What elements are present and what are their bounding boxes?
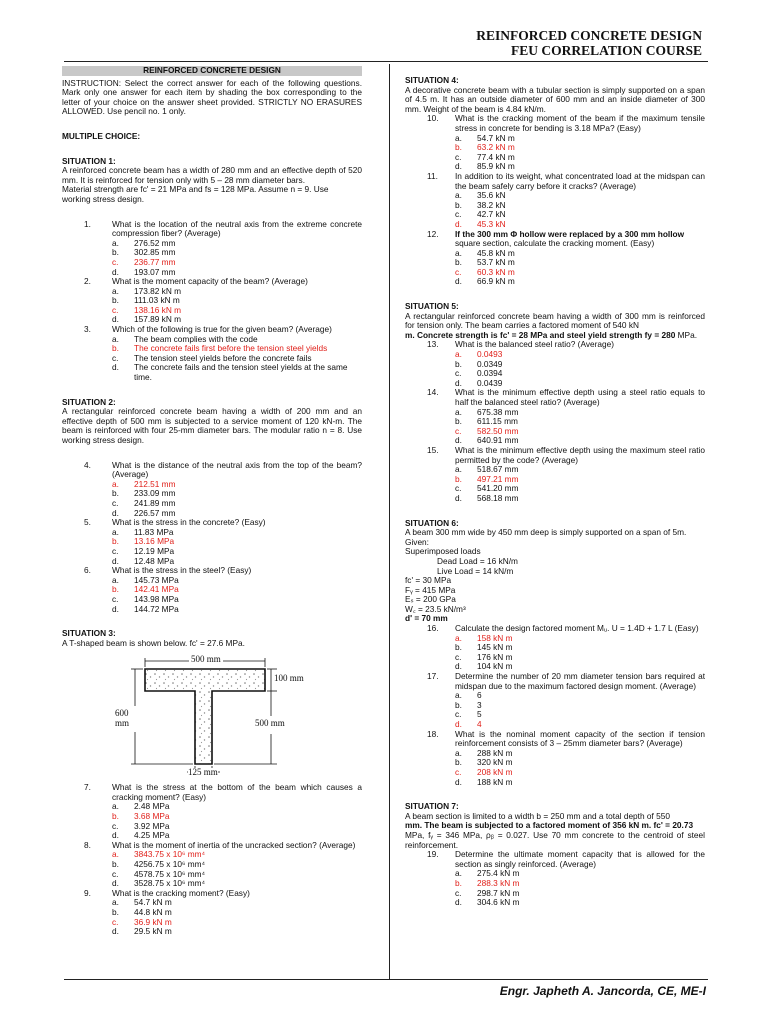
question-text: 208 kN m — [477, 766, 513, 777]
question-text: 3.92 MPa — [134, 820, 170, 831]
question-text — [427, 850, 705, 869]
question-text: 53.7 kN m — [477, 257, 515, 268]
es-value: Eₛ = 200 GPa — [405, 594, 456, 605]
question-text: What is the minimum effective depth using a steel ratio equals to half the balanced steel ratio? (Average) — [455, 387, 705, 407]
option-letter: d. — [455, 161, 462, 172]
option-letter: d. — [112, 362, 119, 373]
question-text: 142.41 MPa — [134, 584, 179, 595]
question-text: The concrete fails and the tension steel yields at the same time. — [134, 362, 348, 383]
question-text — [84, 566, 362, 576]
question-text — [84, 277, 362, 287]
option-d — [455, 898, 705, 908]
option-letter: c. — [455, 483, 462, 494]
question-text: 0.0493 — [477, 349, 503, 360]
question-text: What is the stress at the bottom of the beam which causes a cracking moment? (Easy) — [112, 782, 362, 802]
question-text: 0.0394 — [477, 368, 503, 379]
author-footer: Engr. Japheth A. Jancorda, CE, ME-I — [499, 984, 706, 998]
option-letter: d. — [112, 507, 119, 518]
question-number: 3. — [84, 324, 91, 335]
question-text: 138.16 kN m — [134, 304, 182, 315]
situation-5-title: SITUATION 5: — [405, 301, 459, 312]
question-text — [84, 220, 362, 239]
question-text — [84, 461, 362, 480]
option-c — [455, 710, 705, 720]
question-number: 11. — [427, 170, 438, 181]
question-text: 497.21 mm — [477, 473, 519, 484]
question-text: 45.3 kN — [477, 218, 506, 229]
question-text: 640.91 mm — [477, 435, 519, 446]
option-letter: c. — [112, 497, 119, 508]
option-letter: d. — [455, 897, 462, 908]
question-text: What is the cracking moment? (Easy) — [112, 887, 250, 898]
option-letter: d. — [455, 661, 462, 672]
option-d — [112, 605, 362, 615]
option-letter: c. — [455, 209, 462, 220]
situation-7-text: A beam section is limited to a width b = 250 mm and a total depth of 550 — [405, 810, 670, 821]
question-number: 10. — [427, 113, 439, 124]
question-text: 45.8 kN m — [477, 247, 515, 258]
option-letter: a. — [112, 849, 119, 860]
question-text — [84, 783, 362, 802]
question-text — [427, 730, 705, 749]
question-text: 29.5 kN m — [134, 926, 172, 937]
option-letter: d. — [112, 878, 119, 889]
option-letter: a. — [455, 247, 462, 258]
situation-7-text-3: MPa, fᵧ = 346 MPa, ρᵦ = 0.027. Use 70 mm concrete to the centroid of steel reinforcement. — [405, 829, 705, 850]
question-text: 4578.75 x 10⁶ mm⁴ — [134, 868, 206, 879]
option-letter: c. — [112, 916, 119, 927]
question-text: What is the moment of inertia of the uncracked section? (Average) — [112, 839, 356, 850]
situation-4-text: A decorative concrete beam with a tubular section is simply supported on a span of 4.5 m. It has an outside diameter of 600 mm and an inside diameter of 300 mm. Weight of the beam is 4.84 kN/m. — [405, 84, 705, 114]
question-text: What is the stress in the steel? (Easy) — [112, 565, 252, 576]
section-banner: REINFORCED CONCRETE DESIGN — [62, 66, 362, 76]
question-text: 288 kN m — [477, 747, 513, 758]
question-text: 3843.75 x 10⁶ mm⁴ — [134, 849, 206, 860]
option-letter: d. — [455, 435, 462, 446]
question-text: 582.50 mm — [477, 425, 519, 436]
question-text: What is the distance of the neutral axis from the top of the beam? (Average) — [112, 459, 362, 480]
question-text: 241.89 mm — [134, 497, 176, 508]
option-letter: d. — [455, 492, 462, 503]
option-letter: b. — [455, 473, 462, 484]
question-text: 145 kN m — [477, 642, 513, 653]
situation-3-text: A T-shaped beam is shown below. fc' = 27.6 MPa. — [62, 637, 245, 648]
question-text: 63.2 kN m — [477, 142, 515, 153]
option-letter: b. — [455, 199, 462, 210]
question-text: 320 kN m — [477, 757, 513, 768]
given-label: Given: — [405, 536, 429, 547]
situation-1-text-2: Material strength are fc' = 21 MPa and fs = 128 MPa. Assume n = 9. Use — [62, 184, 329, 195]
mc-heading: MULTIPLE CHOICE: — [62, 130, 141, 141]
question-text: 236.77 mm — [134, 256, 176, 267]
question-text: 60.3 kN m — [477, 266, 515, 277]
option-letter: a. — [112, 574, 119, 585]
question-text: The concrete fails first before the tension steel yields — [134, 343, 328, 354]
question-text — [427, 230, 705, 249]
question-text: If the 300 mm Φ hollow were replaced by a 300 mm hollow square section, calculate the cracking moment. (Easy) — [455, 228, 685, 249]
question-text: Determine the number of 20 mm diameter tension bars required at midspan due to the maximum factored design moment. (Average) — [455, 671, 705, 691]
option-letter: b. — [455, 142, 462, 153]
question-9 — [62, 889, 362, 937]
question-text — [84, 841, 362, 851]
option-letter: b. — [112, 247, 119, 258]
question-text: 104 kN m — [477, 661, 513, 672]
option-letter: d. — [455, 218, 462, 229]
question-number: 2. — [84, 276, 91, 287]
question-text: 302.85 mm — [134, 247, 176, 258]
question-19 — [405, 850, 705, 908]
option-letter: a. — [112, 478, 119, 489]
question-text: What is the minimum effective depth using the maximum steel ratio permitted by the code? (Average) — [455, 444, 705, 465]
option-letter: a. — [455, 868, 462, 879]
option-letter: d. — [455, 719, 462, 729]
question-text: 158 kN m — [477, 632, 513, 643]
option-letter: d. — [455, 776, 462, 787]
question-text: 44.8 kN m — [134, 907, 172, 917]
question-text: The beam complies with the code — [134, 333, 258, 344]
question-text: 38.2 kN — [477, 199, 506, 210]
left-column — [62, 66, 362, 937]
question-text: 145.73 MPa — [134, 574, 179, 585]
question-text: 143.98 MPa — [134, 593, 179, 604]
question-number: 15. — [427, 444, 439, 455]
question-text — [427, 340, 705, 350]
option-letter: b. — [112, 343, 119, 354]
option-letter: c. — [112, 545, 119, 556]
option-letter: a. — [455, 632, 462, 643]
situation-5-text: A rectangular reinforced concrete beam having a width of 300 mm is reinforced for tension only. The beam carries a factored moment of 540 kN — [405, 310, 705, 331]
question-text — [84, 889, 362, 899]
question-13 — [405, 340, 705, 388]
question-text: 157.89 kN m — [134, 314, 182, 325]
question-text: 518.67 mm — [477, 464, 519, 475]
wc-value: W꜀ = 23.5 kN/m³ — [405, 603, 466, 614]
option-letter: b. — [455, 757, 462, 768]
option-letter: a. — [112, 526, 119, 537]
question-text: 275.4 kN m — [477, 868, 520, 879]
question-16 — [405, 624, 705, 672]
question-18 — [405, 730, 705, 788]
question-number: 8. — [84, 839, 91, 850]
header-line-1: REINFORCED CONCRETE DESIGN — [476, 28, 702, 43]
question-text: 5 — [477, 709, 482, 720]
dead-load: Dead Load = 16 kN/m — [437, 555, 518, 566]
question-text — [427, 624, 705, 634]
question-number: 1. — [84, 218, 91, 229]
question-14 — [405, 388, 705, 446]
option-letter: a. — [455, 132, 462, 143]
option-d — [455, 494, 705, 504]
option-letter: d. — [112, 266, 119, 277]
option-letter: d. — [455, 276, 462, 287]
option-letter: c. — [455, 651, 462, 662]
question-2 — [62, 277, 362, 325]
question-text: 4 — [477, 719, 482, 729]
option-letter: a. — [455, 190, 462, 201]
question-10 — [405, 114, 705, 172]
question-text: 36.9 kN m — [134, 916, 172, 927]
situation-5-text-2: m. Concrete strength is fc' = 28 MPa and steel yield strength fy = 280 MPa. — [405, 329, 698, 340]
right-column — [405, 76, 705, 908]
question-number: 6. — [84, 565, 91, 576]
option-letter: a. — [112, 237, 119, 248]
question-number: 9. — [84, 887, 91, 898]
option-letter: c. — [112, 352, 119, 363]
option-a — [455, 691, 705, 701]
question-text: square section, calculate the cracking moment. (Easy) — [455, 238, 655, 249]
option-d — [112, 927, 362, 937]
option-letter: d. — [112, 603, 119, 614]
question-text — [427, 388, 705, 407]
option-letter: a. — [112, 801, 119, 812]
question-text — [427, 172, 705, 191]
question-text: What is the nominal moment capacity of the section if tension reinforcement consists of 3 – 25mm diameter bars? (Average) — [455, 728, 705, 749]
question-text: 6 — [477, 690, 482, 701]
question-number: 5. — [84, 517, 91, 528]
question-text: What is the balanced steel ratio? (Average) — [455, 339, 614, 350]
option-letter: a. — [455, 349, 462, 360]
question-number: 13. — [427, 339, 439, 350]
question-number: 4. — [84, 459, 91, 470]
situation-3-title: SITUATION 3: — [62, 628, 116, 639]
question-text — [427, 446, 705, 465]
situation-1-title: SITUATION 1: — [62, 155, 116, 166]
option-letter: b. — [455, 699, 462, 710]
bottom-rule — [64, 979, 708, 980]
question-text: 13.16 MPa — [134, 536, 175, 547]
flange-width-label: 500 mm — [191, 654, 221, 665]
question-text: 193.07 mm — [134, 266, 176, 277]
option-letter: d. — [112, 830, 119, 841]
question-4 — [62, 461, 362, 519]
option-d — [455, 277, 705, 287]
fc-value: fc' = 30 MPa — [405, 575, 452, 586]
question-text: What is the location of the neutral axis from the extreme concrete compression fiber? (Average) — [112, 218, 362, 239]
option-letter: b. — [455, 642, 462, 653]
question-number: 12. — [427, 228, 439, 239]
question-text: 4256.75 x 10⁶ mm⁴ — [134, 859, 206, 870]
situation-2-text: A rectangular reinforced concrete beam having a width of 200 mm and an effective depth of 500 mm is subjected to a service moment of 120 kN-m. The beam is reinforced with four 25-mm diameter bars. The modular ratio n = 8. Use working stress design. — [62, 406, 362, 445]
question-text: 233.09 mm — [134, 488, 176, 499]
question-text: 212.51 mm — [134, 478, 176, 489]
question-text: What is the stress in the concrete? (Easy) — [112, 517, 266, 528]
question-text: 54.7 kN m — [477, 132, 515, 143]
question-text: In addition to its weight, what concentrated load at the midspan can the beam safely carry before it cracks? (Average) — [455, 170, 705, 191]
option-d — [112, 363, 362, 382]
option-letter: b. — [112, 811, 119, 822]
option-letter: c. — [455, 266, 462, 277]
option-letter: a. — [112, 285, 119, 296]
question-text: 12.19 MPa — [134, 545, 175, 556]
question-7 — [62, 783, 362, 841]
question-text: 541.20 mm — [477, 483, 519, 494]
option-letter: b. — [455, 358, 462, 369]
d-prime-value: d' = 70 mm — [405, 613, 448, 624]
web-width-label: 125 mm — [188, 767, 218, 778]
question-11 — [405, 172, 705, 230]
question-number: 7. — [84, 782, 91, 793]
t-beam-figure — [117, 654, 307, 779]
question-text: 173.82 kN m — [134, 285, 182, 296]
question-text: 3.68 MPa — [134, 811, 170, 822]
option-b — [455, 701, 705, 711]
question-number: 14. — [427, 387, 439, 398]
situation-6-title: SITUATION 6: — [405, 517, 459, 528]
question-15 — [405, 446, 705, 504]
option-letter: b. — [455, 416, 462, 427]
question-text: 144.72 MPa — [134, 603, 179, 614]
question-text: The tension steel yields before the concrete fails — [134, 352, 312, 363]
web-depth-label: 500 mm — [255, 718, 285, 729]
question-text: Calculate the design factored moment Mᵤ. U = 1.4D + 1.7 L (Easy) — [455, 623, 699, 634]
option-letter: d. — [112, 926, 119, 937]
question-text: 0.0349 — [477, 358, 503, 369]
question-text: 12.48 MPa — [134, 555, 175, 566]
option-letter: b. — [455, 257, 462, 268]
question-text: 3 — [477, 699, 482, 710]
question-text: 675.38 mm — [477, 406, 519, 417]
question-number: 19. — [427, 849, 439, 860]
instruction-text: INSTRUCTION: Select the correct answer for each of the following questions. Mark only one answer for each item by shading the box corresponding to the letter of your choice on the answer sheet provided. STRICTLY NO ERASURES ALLOWED. Use pencil no. 1 only. — [62, 77, 362, 117]
option-letter: c. — [455, 151, 462, 162]
option-letter: b. — [112, 907, 119, 917]
question-number: 16. — [427, 623, 439, 634]
option-letter: d. — [112, 555, 119, 566]
question-text: 66.9 kN m — [477, 276, 515, 287]
question-text — [84, 518, 362, 528]
option-letter: a. — [455, 747, 462, 758]
question-text: 298.7 kN m — [477, 887, 520, 898]
question-text: Determine the ultimate moment capacity that is allowed for the section as singly reinforced. (Average) — [455, 849, 705, 869]
superimposed-label: Superimposed loads — [405, 546, 481, 557]
question-text: 54.7 kN m — [134, 897, 172, 908]
option-letter: c. — [112, 304, 119, 315]
question-6 — [62, 566, 362, 614]
question-text: 226.57 mm — [134, 507, 176, 518]
header-line-2: FEU CORRELATION COURSE — [510, 43, 702, 58]
option-letter: c. — [112, 868, 119, 879]
live-load: Live Load = 14 kN/m — [437, 565, 514, 576]
question-text: 4.25 MPa — [134, 830, 170, 841]
question-text: 35.6 kN — [477, 190, 506, 201]
option-letter: c. — [112, 820, 119, 831]
question-text: 111.03 kN m — [134, 295, 180, 306]
question-text: What is the cracking moment of the beam if the maximum tensile stress in concrete for bending is 3.18 MPa? (Easy) — [455, 113, 705, 133]
column-divider — [389, 64, 390, 979]
situation-6-text: A beam 300 mm wide by 450 mm deep is simply supported on a span of 5m. — [405, 527, 687, 538]
option-letter: c. — [455, 709, 462, 720]
situation-2-title: SITUATION 2: — [62, 396, 116, 407]
option-letter: a. — [112, 333, 119, 344]
question-text: 568.18 mm — [477, 492, 519, 503]
option-letter: b. — [112, 295, 119, 306]
question-text: 77.4 kN m — [477, 151, 515, 162]
option-letter: b. — [112, 536, 119, 547]
document-header — [476, 28, 702, 58]
question-text: 304.6 kN m — [477, 897, 520, 908]
option-letter: a. — [455, 406, 462, 417]
option-letter: a. — [455, 464, 462, 475]
option-letter: b. — [455, 877, 462, 888]
option-letter: c. — [455, 368, 462, 379]
situation-7-title: SITUATION 7: — [405, 801, 459, 812]
flange-depth-label: 100 mm — [274, 673, 304, 684]
situation-4-title: SITUATION 4: — [405, 75, 459, 85]
question-17 — [405, 672, 705, 730]
question-text: 188 kN m — [477, 776, 513, 787]
option-letter: b. — [112, 488, 119, 499]
question-text: 288.3 kN m — [477, 877, 520, 888]
question-text: 3528.75 x 10⁶ mm⁴ — [134, 878, 206, 889]
option-letter: c. — [455, 425, 462, 436]
question-text — [427, 672, 705, 691]
question-1 — [62, 220, 362, 278]
option-letter: c. — [455, 766, 462, 777]
question-text: 11.83 MPa — [134, 526, 174, 537]
question-text: 611.15 mm — [477, 416, 518, 427]
question-text: 0.0439 — [477, 377, 503, 388]
question-text: 85.9 kN m — [477, 161, 515, 172]
question-text: What is the moment capacity of the beam? (Average) — [112, 276, 308, 287]
question-text: Which of the following is true for the given beam? (Average) — [112, 324, 332, 335]
top-rule — [64, 61, 708, 62]
question-number: 17. — [427, 671, 439, 682]
question-5 — [62, 518, 362, 566]
question-number: 18. — [427, 728, 439, 739]
option-d — [455, 778, 705, 788]
fy-value: Fᵧ = 415 MPa — [405, 584, 456, 595]
question-text — [427, 114, 705, 133]
question-3 — [62, 325, 362, 383]
question-12 — [405, 230, 705, 288]
question-text: 176 kN m — [477, 651, 513, 662]
option-letter: a. — [112, 897, 119, 908]
total-depth-label: 600 — [115, 708, 129, 719]
option-letter: b. — [112, 859, 119, 870]
question-text: 2.48 MPa — [134, 801, 170, 812]
option-letter: d. — [455, 377, 462, 388]
situation-1-text: A reinforced concrete beam has a width of 280 mm and an effective depth of 520 mm. It is reinforced for tension only with 5 – 28 mm diameter bars. — [62, 165, 362, 185]
total-depth-unit: mm — [115, 718, 130, 729]
situation-1-text-3: working stress design. — [62, 193, 145, 204]
option-letter: c. — [112, 593, 119, 604]
situation-7-text-2: mm. The beam is subjected to a factored moment of 356 kN m. fc' = 20.73 — [405, 820, 694, 831]
question-text: 276.52 mm — [134, 237, 176, 248]
option-letter: c. — [112, 256, 119, 267]
option-letter: b. — [112, 584, 119, 595]
option-letter: d. — [112, 314, 119, 325]
question-8 — [62, 841, 362, 889]
option-letter: c. — [455, 887, 462, 898]
option-letter: a. — [455, 690, 462, 701]
question-text: 42.7 kN — [477, 209, 506, 220]
